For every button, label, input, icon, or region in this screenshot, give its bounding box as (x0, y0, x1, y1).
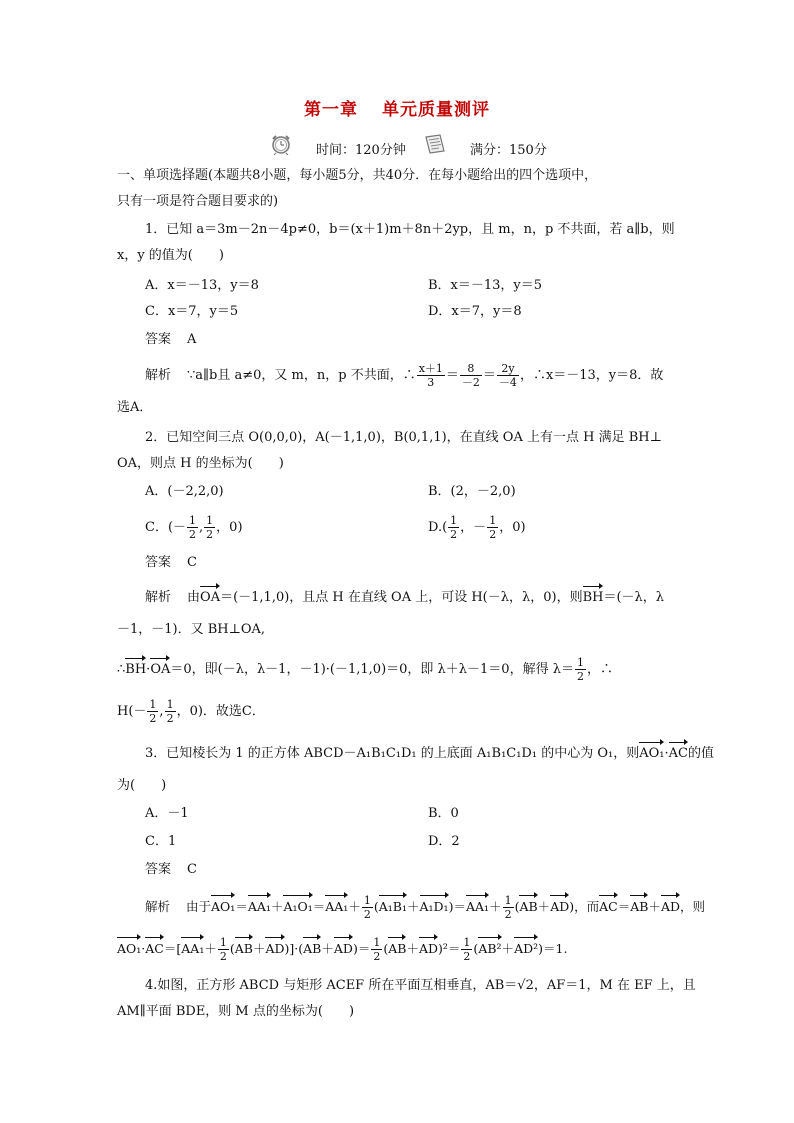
section-heading-line2: 只有一项是符合题目要求的) (117, 194, 279, 209)
numerator: 1 (373, 936, 381, 949)
exam-meta (0, 133, 794, 163)
vector-BH: BH (583, 588, 604, 608)
vector-AD: AD (419, 939, 438, 959)
section-heading-line1: 一、单项选择题(本题共8小题，每小题5分，共40分．在每小题给出的四个选项中， (117, 168, 598, 183)
vector-AD: AD (265, 939, 284, 959)
vector-AD: AD (334, 939, 353, 959)
fraction (204, 514, 215, 541)
analysis-text: ∴ (117, 662, 126, 677)
analysis-label: 解析 (145, 899, 171, 914)
vector-A1O1: A₁O₁ (283, 897, 312, 917)
analysis-text: ＝[ (163, 941, 182, 956)
numerator: 1 (450, 514, 458, 527)
q3-option-d: D．2 (428, 834, 460, 849)
option-text: ，0) (499, 520, 526, 535)
analysis-label: 解析 (145, 368, 172, 383)
numerator: 1 (149, 698, 157, 711)
vector-AC: AC (599, 897, 618, 917)
numerator: 1 (504, 894, 512, 907)
plus: ＋ (406, 941, 419, 956)
denominator: 2 (504, 908, 512, 921)
vector-AB: AB (235, 939, 253, 959)
denominator: 3 (427, 376, 435, 389)
answer-value: C (187, 862, 197, 877)
numerator: x＋1 (418, 362, 443, 375)
denominator: 2 (189, 528, 197, 541)
analysis-text: )]·( (284, 941, 304, 956)
analysis-text: ＝(－1,1,0)，且点 H 在直线 OA 上，可设 H(－λ，λ，0)，则 (220, 590, 583, 605)
vector-AO1: AO₁ (211, 897, 235, 917)
chapter-label: 第一章 (304, 100, 358, 120)
vector-OA: OA (200, 588, 220, 608)
question-2-stem-cont: OA，则点 H 的坐标为( ) (117, 456, 284, 471)
q2-option-b: B．(2，－2,0) (428, 484, 516, 499)
dot: · (146, 662, 151, 677)
analysis-text: 由于 (186, 899, 212, 914)
denominator: 2 (149, 712, 157, 725)
question-4-stem-cont: AM∥平面 BDE，则 M 点的坐标为( ) (117, 1004, 355, 1019)
test-title: 单元质量测评 (382, 100, 490, 120)
vector-AD-squared: AD² (514, 939, 538, 959)
analysis-label: 解析 (145, 590, 172, 605)
answer-value: A (187, 332, 197, 347)
plus: ＋ (501, 941, 515, 956)
analysis-text: )＝ (352, 941, 371, 956)
vector-AB-squared: AB² (478, 939, 501, 959)
page-title (0, 95, 794, 120)
paren: ( (473, 941, 479, 956)
vector-AB: AB (388, 939, 406, 959)
numerator: 1 (166, 698, 174, 711)
analysis-text: ，∴ (586, 662, 613, 677)
numerator: 1 (463, 936, 471, 949)
vector-AC: AC (669, 744, 688, 764)
numerator: 1 (576, 656, 584, 669)
denominator: 2 (576, 670, 584, 683)
question-3-stem-cont: 为( ) (117, 778, 167, 793)
vector-AC: AC (145, 939, 164, 959)
dot: · (141, 941, 146, 956)
vector-AB: AB (519, 897, 537, 917)
q3-option-c: C．1 (145, 834, 177, 849)
denominator: 2 (206, 528, 214, 541)
question-1-stem-cont: x，y 的值为( ) (117, 248, 224, 263)
vector-AA1: AA₁ (325, 897, 348, 917)
fraction (362, 894, 373, 921)
q3-analysis (145, 894, 706, 921)
q3-option-a: A．－1 (145, 806, 189, 821)
fraction (218, 936, 229, 963)
stem-text: 3．已知棱长为 1 的正方体 ABCD－A₁B₁C₁D₁ 的上底面 A₁B₁C₁D₁ 的中心为 O₁，则 (145, 746, 640, 761)
fraction (417, 362, 445, 389)
numerator: 1 (489, 514, 497, 527)
q1-option-b: B．x＝－13，y＝5 (428, 278, 543, 293)
vector-BH: BH (125, 660, 146, 680)
stem-text: 4.如图，正方形 ABCD 与矩形 ACEF 所在平面互相垂直，AB＝ (145, 978, 518, 993)
full-score: 满分：150分 (470, 143, 547, 158)
fraction (497, 362, 519, 389)
q2-analysis-line4: H(－ $\frac{1}{2}$ , $\frac{1}{2}$ ，0)．故选C． (117, 698, 265, 725)
numerator: 1 (363, 894, 371, 907)
fraction (187, 514, 198, 541)
analysis-text: ，则 (680, 899, 706, 914)
denominator: 2 (166, 712, 174, 725)
answer-value: C (187, 555, 197, 570)
analysis-text: )²＝ (438, 941, 461, 956)
answer-label: 答案 (145, 555, 172, 570)
numerator: 2y (497, 362, 519, 376)
q2-analysis-line3 (117, 656, 677, 683)
analysis-text: ＝(－λ，λ (603, 590, 665, 605)
fraction (461, 936, 472, 963)
paren: ( (383, 941, 389, 956)
stem-text: ，AF＝1，M 在 EF 上，且 (533, 978, 696, 993)
denominator: －2 (461, 376, 480, 389)
equals: ＝ (617, 899, 631, 914)
option-text: D.( (428, 520, 448, 535)
plus: ＋ (252, 941, 266, 956)
fraction (503, 894, 514, 921)
fraction (460, 362, 482, 389)
q2-analysis-cont: －1，－1)．又 BH⊥OA, (117, 622, 266, 637)
sqrt-two: √2 (517, 978, 534, 993)
plus: ＋ (321, 941, 334, 956)
paren: ( (229, 941, 235, 956)
question-3-stem (145, 744, 714, 764)
q1-option-c: C．x＝7，y＝5 (145, 304, 239, 319)
dot: · (664, 746, 669, 761)
vector-OA: OA (150, 660, 170, 680)
plus: ＋ (270, 899, 284, 914)
analysis-text: )＝1. (538, 941, 568, 956)
paren: ( (514, 899, 520, 914)
q1-option-d: D．x＝7，y＝8 (428, 304, 522, 319)
question-4-stem (145, 976, 696, 996)
vector-AB: AB (630, 897, 648, 917)
vector-AA1: AA₁ (181, 939, 204, 959)
answer-label: 答案 (145, 332, 172, 347)
fraction (147, 698, 158, 725)
vector-AA1: AA₁ (466, 897, 489, 917)
analysis-text: )，而 (569, 899, 600, 914)
time-limit: 时间：120分钟 (316, 143, 406, 158)
vector-A1D1: A₁D₁ (420, 897, 449, 917)
denominator: －4 (498, 376, 517, 389)
stem-text: 的值 (687, 746, 714, 761)
question-1-stem: 1．已知 a＝3m－2n－4p≠0，b＝(x＋1)m＋8n＋2yp，且 m，n，p 不共面，若 a∥b，则 (145, 222, 675, 237)
q2-answer (145, 553, 677, 573)
fraction (575, 656, 586, 683)
equals: ＝ (482, 368, 496, 383)
denominator: 2 (363, 908, 371, 921)
vector-AO1: AO₁ (117, 939, 141, 959)
equals: ＝ (312, 899, 326, 914)
fraction (371, 936, 382, 963)
plus: ＋ (406, 899, 420, 914)
alarm-clock-icon (268, 133, 294, 155)
analysis-text: )＝ (448, 899, 466, 914)
question-2-stem: 2．已知空间三点 O(0,0,0)，A(－1,1,0)，B(0,1,1)，在直线 OA 上有一点 H 满足 BH⊥ (145, 430, 662, 445)
option-text: C．(－ (145, 520, 187, 535)
analysis-text: ＝0，即(－λ，λ－1，－1)·(－1,1,0)＝0，即 λ＋λ－1＝0，解得 λ＝ (170, 662, 574, 677)
q2-option-d: D.( $\frac{1}{2}$ ，－ $\frac{1}{2}$ ，0) (428, 514, 526, 541)
fraction (487, 514, 498, 541)
vector-A1B1: A₁B₁ (379, 897, 407, 917)
paren: ( (373, 899, 379, 914)
denominator: 2 (463, 950, 471, 963)
q2-option-a: A．(－2,2,0) (145, 484, 224, 499)
numerator: 1 (206, 514, 214, 527)
vector-AO1: AO₁ (639, 744, 664, 764)
denominator: 2 (219, 950, 227, 963)
vector-AB: AB (303, 939, 321, 959)
score-paper-icon (422, 133, 448, 155)
q1-answer (145, 330, 677, 350)
vector-AA1: AA₁ (248, 897, 271, 917)
numerator: 1 (189, 514, 197, 527)
analysis-text: ，∴x＝－13，y＝8．故 (519, 368, 664, 383)
option-text: ，0) (216, 520, 243, 535)
denominator: 2 (489, 528, 497, 541)
analysis-text: ，0)．故选C． (176, 704, 265, 719)
numerator: 8 (460, 362, 482, 376)
q1-analysis (145, 362, 677, 389)
equals: ＝ (235, 899, 248, 914)
vector-AD: AD (550, 897, 569, 917)
analysis-text: ∵a∥b且 a≠0，又 m，n，p 不共面，∴ (187, 368, 416, 383)
equals: ＝ (445, 368, 459, 383)
analysis-text: 由 (187, 590, 201, 605)
fraction (165, 698, 176, 725)
plus: ＋ (489, 899, 502, 914)
q3-answer (145, 860, 677, 880)
q3-analysis-cont (117, 936, 677, 963)
plus: ＋ (348, 899, 361, 914)
denominator: 2 (373, 950, 381, 963)
analysis-text: H(－ (117, 704, 147, 719)
denominator: 2 (450, 528, 458, 541)
q2-analysis (145, 588, 677, 608)
vector-AD: AD (661, 897, 680, 917)
q2-option-c: C．(－ $\frac{1}{2}$ , $\frac{1}{2}$ ，0) (145, 514, 243, 541)
plus: ＋ (537, 899, 551, 914)
q1-analysis-cont: 选A． (117, 400, 153, 415)
plus: ＋ (648, 899, 661, 914)
q1-option-a: A．x＝－13，y＝8 (145, 278, 259, 293)
answer-label: 答案 (145, 862, 172, 877)
plus: ＋ (204, 941, 217, 956)
numerator: 1 (219, 936, 227, 949)
fraction (448, 514, 459, 541)
q3-option-b: B．0 (428, 806, 459, 821)
